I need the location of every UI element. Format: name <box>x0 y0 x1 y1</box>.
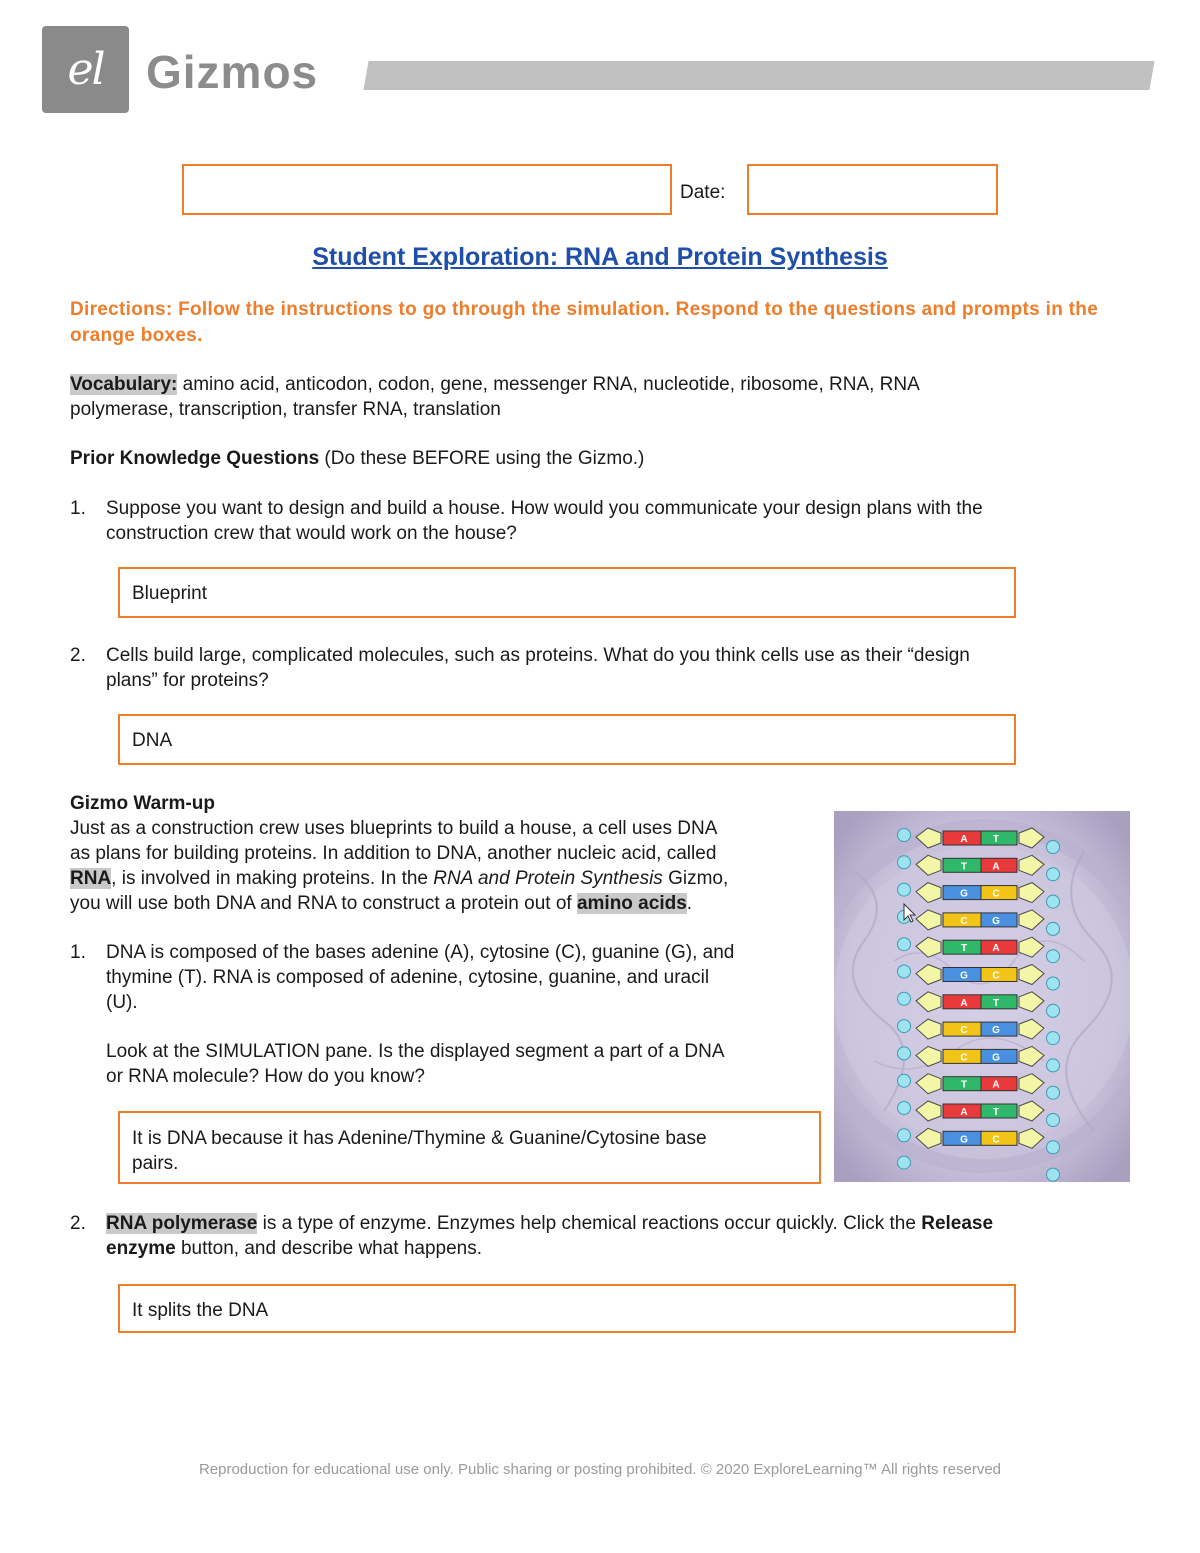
base-label: G <box>992 1025 1000 1037</box>
base-label: A <box>992 861 1000 873</box>
name-field[interactable] <box>182 164 672 215</box>
directions-text: Directions: Follow the instructions to go through the simulation. Respond to the questions and prompts in the orange boxes. <box>70 299 1099 346</box>
prior-question-2: 2. Cells build large, complicated molecules, such as proteins. What do you think cells use as their “design plans” for proteins? <box>70 645 970 691</box>
backbone-phosphate <box>898 1074 911 1087</box>
warmup-question-2: 2. RNA polymerase is a type of enzyme. Enzymes help chemical reactions occur quickly. Click the Release enzyme button, and describe what happens. <box>70 1213 994 1259</box>
page-title: Student Exploration: RNA and Protein Synthesis <box>312 243 888 271</box>
backbone-phosphate <box>1047 1086 1060 1099</box>
base-label: G <box>992 915 1000 927</box>
vocabulary-label: Vocabulary: <box>70 374 178 395</box>
base-label: A <box>992 1079 1000 1091</box>
answer-box-warmup-2[interactable]: It splits the DNA <box>118 1284 1016 1333</box>
date-field[interactable] <box>747 164 998 215</box>
backbone-phosphate <box>1047 1141 1060 1154</box>
backbone-phosphate <box>898 992 911 1005</box>
gizmos-brand: Gizmos <box>146 46 319 98</box>
backbone-phosphate <box>898 1020 911 1033</box>
base-label: C <box>992 1134 1000 1146</box>
backbone-phosphate <box>1047 868 1060 881</box>
backbone-phosphate <box>1047 922 1060 935</box>
dna-segment-illustration <box>834 811 1130 1182</box>
base-label: A <box>960 1107 968 1118</box>
base-label: T <box>960 861 968 873</box>
base-label: T <box>960 1079 968 1091</box>
warmup-section: Gizmo Warm-up Just as a construction crew uses blueprints to build a house, a cell uses DNA as plans for building proteins. In addition to DNA, another nucleic acid, called RNA, is involved in making proteins. In the RNA and Protein Synthesis Gizmo, you will use both DNA and RNA to construct a protein out of amino acids. <box>70 791 830 916</box>
prior-question-1: 1. Suppose you want to design and build a house. How would you communicate your design plans with the construction crew that would work on the house? <box>70 498 983 544</box>
base-label: G <box>960 1134 968 1146</box>
base-label: G <box>960 970 968 982</box>
base-label: C <box>960 915 968 927</box>
base-label: C <box>960 1025 968 1037</box>
base-label: T <box>960 943 968 955</box>
vocabulary: Vocabulary: amino acid, anticodon, codon, gene, messenger RNA, nucleotide, ribosome, RNA, RNA polymerase, transcription, transfer RNA, translation <box>70 374 920 420</box>
backbone-phosphate <box>898 965 911 978</box>
base-label: T <box>992 1107 1000 1118</box>
base-label: G <box>960 888 968 900</box>
backbone-phosphate <box>898 883 911 896</box>
backbone-phosphate <box>1047 1032 1060 1045</box>
answer-box-warmup-1[interactable]: It is DNA because it has Adenine/Thymine & Guanine/Cytosine base pairs. <box>118 1111 821 1184</box>
base-label: T <box>992 997 1000 1009</box>
backbone-phosphate <box>898 1047 911 1060</box>
base-label: C <box>992 970 1000 982</box>
backbone-phosphate <box>1047 950 1060 963</box>
date-label: Date: <box>680 182 726 203</box>
base-label: A <box>992 943 1000 955</box>
backbone-phosphate <box>1047 977 1060 990</box>
base-label: A <box>960 997 968 1009</box>
backbone-phosphate <box>1047 1004 1060 1017</box>
backbone-phosphate <box>1047 1168 1060 1181</box>
backbone-phosphate <box>898 829 911 842</box>
backbone-phosphate <box>898 856 911 869</box>
backbone-phosphate <box>1047 895 1060 908</box>
explorelearning-logo: el <box>42 26 129 113</box>
base-label: T <box>992 834 1000 845</box>
base-label: C <box>960 1052 968 1064</box>
answer-box-prior-2[interactable]: DNA <box>118 714 1016 765</box>
backbone-phosphate <box>898 1102 911 1115</box>
backbone-phosphate <box>898 1129 911 1142</box>
prior-knowledge-heading: Prior Knowledge Questions (Do these BEFORE using the Gizmo.) <box>70 448 645 469</box>
footer-copyright: Reproduction for educational use only. Public sharing or posting prohibited. © 2020 ExploreLearning™ All rights reserved <box>198 1461 1002 1478</box>
backbone-phosphate <box>898 1156 911 1169</box>
dna-simulation-image <box>834 811 1130 1182</box>
base-label: C <box>992 888 1000 900</box>
header-bar <box>363 61 1154 90</box>
warmup-question-1: 1. DNA is composed of the bases adenine (A), cytosine (C), guanine (G), and thymine (T). RNA is composed of adenine, cytosine, guanine, and uracil (U). Look at the SIMULATION pane. Is the displayed segment a part of a DNA or RNA molecule? How do you know? <box>70 942 735 1087</box>
answer-box-prior-1[interactable]: Blueprint <box>118 567 1016 618</box>
base-label: A <box>960 834 968 845</box>
backbone-phosphate <box>898 938 911 951</box>
backbone-phosphate <box>1047 841 1060 854</box>
backbone-phosphate <box>1047 1114 1060 1127</box>
backbone-phosphate <box>1047 1059 1060 1072</box>
warmup-heading: Gizmo Warm-up <box>70 793 215 814</box>
base-label: G <box>992 1052 1000 1064</box>
